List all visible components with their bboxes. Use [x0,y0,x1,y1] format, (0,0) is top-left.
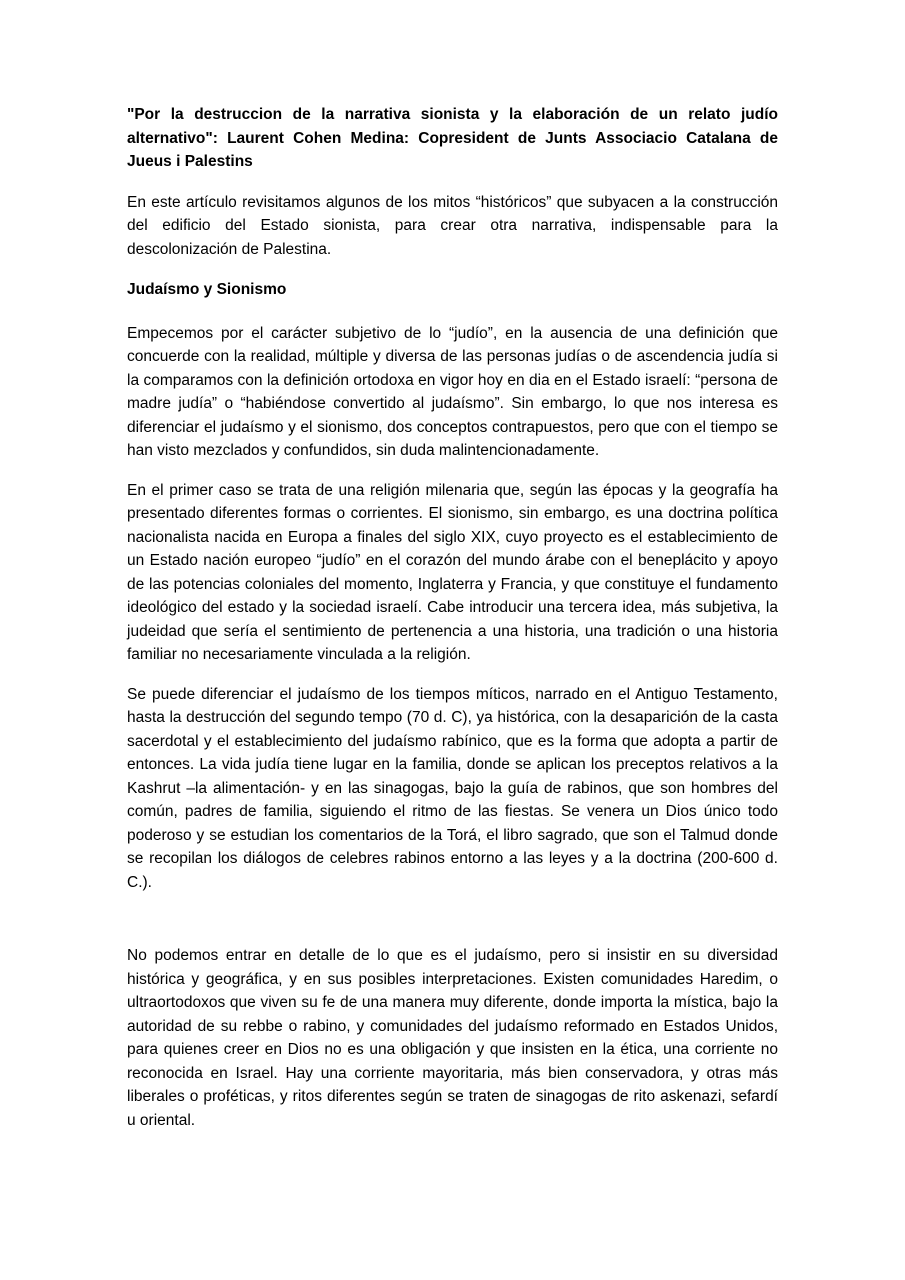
section-heading-judaismo-y-sionismo: Judaísmo y Sionismo [127,281,287,298]
body-paragraph-3: Se puede diferenciar el judaísmo de los tiempos míticos, narrado en el Antiguo Testamento, hasta la destrucción del segundo tempo (70 d. C), ya histórica, con la desaparición de la casta sacerdotal y el establecimiento del judaísmo rabínico, que es la forma que adopta a partir de entonces. La vida judía tiene lugar en la familia, donde se aplican los preceptos relativos a la Kashrut –la alimentación- y en las sinagogas, bajo la guía de rabinos, que son hombres del común, padres de familia, siguiendo el ritmo de las fiestas. Se venera un Dios único todo poderoso y se estudian los comentarios de la Torá, el libro sagrado, que son el Talmud donde se recopilan los diálogos de celebres rabinos entorno a las leyes y a la doctrina (200-600 d. C.). [127,685,778,891]
document-content [127,103,778,1148]
body-paragraph-4: No podemos entrar en detalle de lo que es el judaísmo, pero si insistir en su diversidad histórica y geográfica, y en sus posibles interpretaciones. Existen comunidades Haredim, o ultraortodoxos que viven su fe de una manera muy diferente, donde importa la mística, bajo la autoridad de su rebbe o rabino, y comunidades del judaísmo reformado en Estados Unidos, para quienes creer en Dios no es una obligación y que insisten en la ética, una corriente no reconocida en Israel. Hay una corriente mayoritaria, más bien conservadora, y otras más liberales o proféticas, y ritos diferentes según se traten de sinagogas de rito askenazi, sefardí u oriental. [127,947,778,1129]
body-paragraph-1: Empecemos por el carácter subjetivo de lo “judío”, en la ausencia de una definición que concuerde con la realidad, múltiple y diversa de las personas judías o de ascendencia judía si la comparamos con la definición ortodoxa en vigor hoy en dia en el Estado israelí: “persona de madre judía” o “habiéndose convertido al judaísmo”. Sin embargo, lo que nos interesa es diferenciar el judaísmo y el sionismo, dos conceptos contrapuestos, pero que con el tiempo se han visto mezclados y confundidos, sin duda malintencionadamente. [127,324,778,459]
article-title: "Por la destruccion de la narrativa sionista y la elaboración de un relato judío alternativo": Laurent Cohen Medina: Copresident de Junts Associacio Catalana de Jueus i Palestins [127,106,778,170]
body-paragraph-2: En el primer caso se trata de una religión milenaria que, según las épocas y la geografía ha presentado diferentes formas o corrientes. El sionismo, sin embargo, es una doctrina política nacionalista nacida en Europa a finales del siglo XIX, cuyo proyecto es el establecimiento de un Estado nación europeo “judío” en el corazón del mundo árabe con el beneplácito y apoyo de las potencias coloniales del momento, Inglaterra y Francia, y que constituye el fundamento ideológico del estado y la sociedad israelí. Cabe introducir una tercera idea, más subjetiva, la judeidad que sería el sentimiento de pertenencia a una historia, una tradición o una historia familiar no necesariamente vinculada a la religión. [127,481,778,663]
intro-paragraph: En este artículo revisitamos algunos de los mitos “históricos” que subyacen a la construcción del edificio del Estado sionista, para crear otra narrativa, indispensable para la descolonización de Palestina. [127,193,778,258]
